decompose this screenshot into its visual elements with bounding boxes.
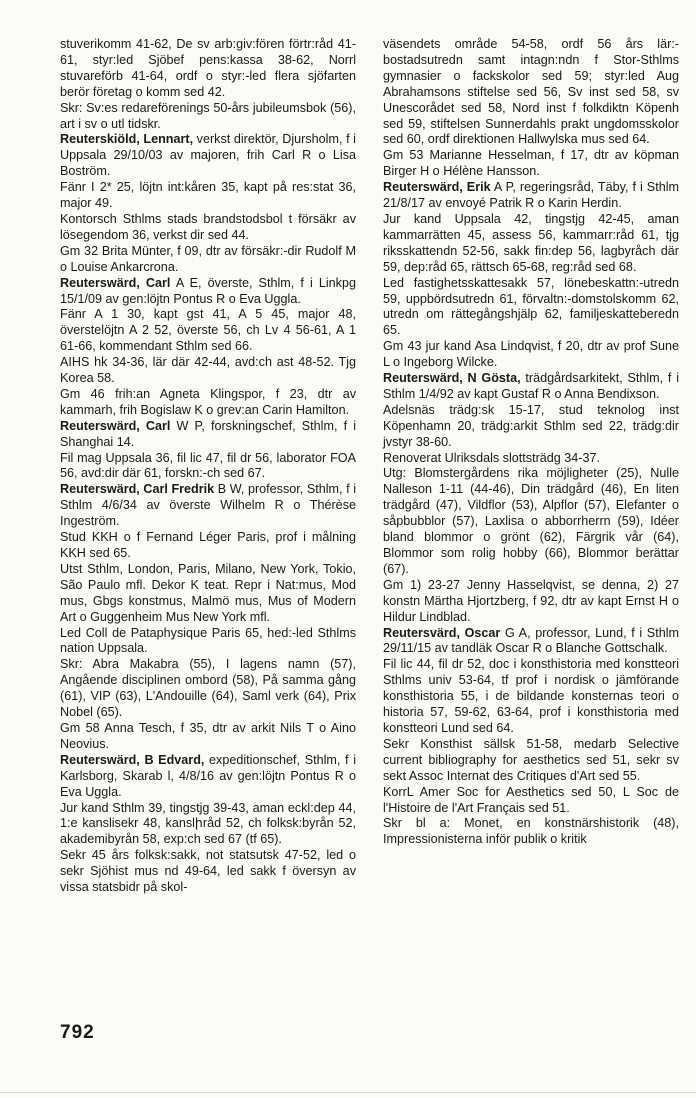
biography-paragraph bbox=[60, 451, 356, 483]
biography-entry-heading bbox=[383, 626, 679, 658]
biography-paragraph bbox=[60, 212, 356, 244]
biography-entry-heading bbox=[383, 371, 679, 403]
entry-text: verkst direktör, Djursholm, f i Uppsala 29/10/03 av majoren, frih Carl R o Lisa Boström. bbox=[60, 132, 356, 179]
biography-paragraph bbox=[60, 101, 356, 133]
entry-text: Adelsnäs trädg:sk 15-17, stud teknolog inst Köpenhamn 20, trädg:arkit Sthlm sed 22, trädg:dir jvstyr 38-60. bbox=[383, 402, 679, 449]
biography-paragraph bbox=[60, 721, 356, 753]
biography-paragraph bbox=[383, 403, 679, 451]
entry-text: Jur kand Sthlm 39, tingstjg 39-43, aman eckl:dep 44, 1:e kanslisekr 48, kanslիråd 52, ch folksk:byrån 52, akademibyrån 58, exp:ch sed 67 (tf 65). bbox=[60, 800, 356, 847]
entry-text: stuverikomm 41-62, De sv arb:giv:fören förtr:råd 41-61, styr:led Sjöbef pens:kassa 38-62, Norrl stuvareförb 41-64, ordf o styr:-led flera sjöfarten berör företag o komm sed 42. bbox=[60, 37, 356, 99]
biography-paragraph bbox=[383, 816, 679, 848]
entry-text: expeditionschef, Sthlm, f i Karlsborg, Skarab l, 4/8/16 av gen:löjtn Pontus R o Eva Uggla. bbox=[60, 752, 357, 799]
entry-text: KorrL Amer Soc for Aesthetics sed 50, L Soc de l'Histoire de l'Art Français sed 51. bbox=[383, 784, 679, 815]
person-name: Reuterswärd, Carl Fredrik bbox=[60, 482, 215, 497]
biography-paragraph bbox=[383, 451, 679, 467]
biography-entry-heading bbox=[60, 419, 356, 451]
entry-text: Fil lic 44, fil dr 52, doc i konsthistoria med konstteori Sthlms univ 53-64, tf prof i nordisk o jämförande konsthistoria 55, i de bildande konsternas teori o historia 57, 59-62, 63-64, prof i konsthistoria med konstteori Lund sed 64. bbox=[383, 657, 679, 735]
entry-text: Stud KKH o f Fernand Léger Paris, prof i målning KKH sed 65. bbox=[60, 530, 356, 560]
entry-text: B W, professor, Sthlm, f i Sthlm 4/6/34 av överste Wilhelm R o Thérèse Ingeström. bbox=[60, 482, 356, 529]
biography-paragraph bbox=[383, 657, 679, 737]
biography-paragraph bbox=[383, 276, 679, 340]
biography-paragraph bbox=[60, 848, 356, 896]
biography-paragraph bbox=[60, 37, 356, 101]
biography-paragraph bbox=[60, 530, 356, 562]
biography-paragraph bbox=[60, 801, 356, 849]
entry-text: Fänr A 1 30, kapt gst 41, A 5 45, major 48, överstelöjtn A 2 52, överste 56, ch Lv 4 56-61, A 1 61-66, kommendant Sthlm sed 66. bbox=[60, 307, 356, 354]
person-name: Reuterswärd, B Edvard, bbox=[60, 752, 205, 767]
entry-text: Fänr I 2* 25, löjtn int:kåren 35, kapt på res:stat 36, major 49. bbox=[60, 180, 356, 211]
biography-paragraph bbox=[383, 785, 679, 817]
biography-paragraph bbox=[60, 657, 356, 721]
biography-paragraph bbox=[383, 339, 679, 371]
entry-text: Gm 43 jur kand Asa Lindqvist, f 20, dtr av prof Sune L o Ingeborg Wilcke. bbox=[383, 339, 679, 370]
person-name: Reuterswärd, Erik bbox=[383, 180, 491, 195]
entry-text: väsendets område 54-58, ordf 56 års lär:-bostadsutredn samt intagn:ndn f Stor-Sthlms gymnasier o fackskolor sed 59; styr:led Aug Abrahamsons stiftelse sed 56, Sv inst sed 58, sv Unescorådet sed 58, Nord inst f folkdiktn Köpenh sed 59, stiftelsen Sunnerdahls prakt ungdomsskolor sed 60, ordf direktionen Hallwylska mus sed 64. bbox=[383, 37, 679, 147]
biography-paragraph bbox=[383, 466, 679, 577]
entry-text: AIHS hk 34-36, lär där 42-44, avd:ch ast 48-52. Tjg Korea 58. bbox=[60, 355, 356, 386]
biography-paragraph bbox=[60, 244, 356, 276]
person-name: Reuterswärd, N Gösta, bbox=[383, 371, 521, 386]
biography-paragraph bbox=[383, 148, 679, 180]
entry-text: trädgårdsarkitekt, Sthlm, f i Sthlm 1/4/92 av kapt Gustaf R o Anna Bendixson. bbox=[383, 371, 679, 401]
person-name: Reuterskiöld, Lennart, bbox=[60, 132, 194, 147]
person-name: Reuterswärd, Carl bbox=[60, 275, 171, 290]
biography-paragraph bbox=[383, 578, 679, 626]
left-column bbox=[60, 37, 356, 896]
footer-divider bbox=[0, 1092, 696, 1093]
biography-paragraph bbox=[383, 212, 679, 276]
entry-text: Skr: Abra Makabra (55), I lagens namn (57), Angående disciplinen ombord (58), På samma gång (61), VIP (63), L'Andouille (64), Saml verk (64), Prix Nobel (65). bbox=[60, 657, 356, 720]
right-column bbox=[383, 37, 679, 848]
entry-text: Fil mag Uppsala 36, fil lic 47, fil dr 56, laborator FOA 56, avd:dir där 61, forskn:-ch sed 67. bbox=[60, 450, 356, 481]
biography-paragraph bbox=[60, 307, 356, 355]
entry-text: A E, överste, Sthlm, f i Linkpg 15/1/09 av gen:löjtn Pontus R o Eva Uggla. bbox=[60, 275, 356, 306]
entry-text: Led fastighetsskattesakk 57, lönebeskattn:-utredn 59, uppbördsutredn 61, förvaltn:-domstolskomm 62, utredn om rättegångshjälp 62, familjeskatteberedn 65. bbox=[383, 275, 679, 338]
biography-entry-heading bbox=[60, 482, 356, 530]
entry-text: Sekr Konsthist sällsk 51-58, medarb Selective current bibliography for aesthetics sed 51, sekr sv sekt Assoc Internat des Critiques d'Art sed 55. bbox=[383, 736, 679, 783]
entry-text: Gm 32 Brita Münter, f 09, dtr av försäkr:-dir Rudolf M o Louise Ankarcrona. bbox=[60, 243, 356, 274]
entry-text: Kontorsch Sthlms stads brandstodsbol t försäkr av lösegendom 36, verkst dir sed 44. bbox=[60, 211, 356, 242]
entry-text: Utg: Blomstergårdens rika möjligheter (25), Nulle Nalleson 1-11 (44-46), Din trädgård (46), En liten trädgård (47), Vildflor (53), Alpflor (57), Elefanter o såpbubblor (57), Laxlisa o abborrherrn (59), Idéer bland blommor o grönt (62), Färgrik vår (64), Blommor som rolig hobby (66), Blommor berättar (67). bbox=[383, 466, 679, 576]
entry-text: W P, forskningschef, Sthlm, f i Shanghai 14. bbox=[60, 418, 357, 449]
entry-text: Sekr 45 års folksk:sakk, not statsutsk 47-52, led o sekr Sjöhist mus nd 49-64, led sakk f översyn av vissa statsbidr på skol- bbox=[60, 848, 356, 895]
page-number: 792 bbox=[60, 1022, 95, 1043]
biography-entry-heading bbox=[383, 180, 679, 212]
biography-paragraph bbox=[60, 387, 356, 419]
biography-paragraph bbox=[60, 180, 356, 212]
entry-text: G A, professor, Lund, f i Sthlm 29/11/15 av tandläk Oscar R o Blanche Gottschalk. bbox=[383, 625, 679, 656]
entry-text: Gm 53 Marianne Hesselman, f 17, dtr av köpman Birger H o Hélène Hansson. bbox=[383, 148, 679, 179]
entry-text: Gm 46 frih:an Agneta Klingspor, f 23, dtr av kammarh, frih Bogislaw K o grev:an Carin Hamilton. bbox=[60, 386, 356, 417]
biography-paragraph bbox=[60, 562, 356, 626]
entry-text: Gm 1) 23-27 Jenny Hasselqvist, se denna, 2) 27 konstn Märtha Hjortzberg, f 92, dtr av kapt Ernst H o Hildur Lindblad. bbox=[383, 577, 679, 624]
biography-paragraph bbox=[383, 737, 679, 785]
entry-text: Skr: Sv:es redareförenings 50-års jubileumsbok (56), art i sv o utl tidskr. bbox=[60, 100, 356, 131]
biography-paragraph bbox=[60, 355, 356, 387]
biography-paragraph bbox=[60, 626, 356, 658]
entry-text: Gm 58 Anna Tesch, f 35, dtr av arkit Nils T o Aino Neovius. bbox=[60, 720, 356, 751]
biography-entry-heading bbox=[60, 276, 356, 308]
biography-paragraph bbox=[383, 37, 679, 148]
biography-entry-heading bbox=[60, 132, 356, 180]
entry-text: Renoverat Ulriksdals slottsträdg 34-37. bbox=[383, 450, 600, 465]
entry-text: Jur kand Uppsala 42, tingstjg 42-45, aman kammarrätten 45, assess 56, kammarr:råd 61, tjg riksskattendn 52-56, sakk fin:dep 56, lagbyråch där 59, dep:råd 65, rättsch 65-68, reg:råd sed 68. bbox=[383, 211, 679, 274]
biography-entry-heading bbox=[60, 753, 356, 801]
entry-text: Utst Sthlm, London, Paris, Milano, New York, Tokio, São Paulo mfl. Dekor K teat. Repr i Nat:mus, Mod mus, Gbgs konstmus, Malmö mus, Mus of Modern Art o Guggenheim Mus New York mfl. bbox=[60, 561, 356, 624]
entry-text: Led Coll de Pataphysique Paris 65, hed:-led Sthlms nation Uppsala. bbox=[60, 625, 356, 656]
entry-text: A P, regeringsråd, Täby, f i Sthlm 21/8/17 av envoyé Patrik R o Karin Herdin. bbox=[383, 180, 679, 211]
person-name: Reutersvärd, Oscar bbox=[383, 625, 501, 640]
person-name: Reuterswärd, Carl bbox=[60, 418, 171, 433]
entry-text: Skr bl a: Monet, en konstnärshistorik (48), Impressionisterna inför publik o kritik bbox=[383, 816, 679, 847]
